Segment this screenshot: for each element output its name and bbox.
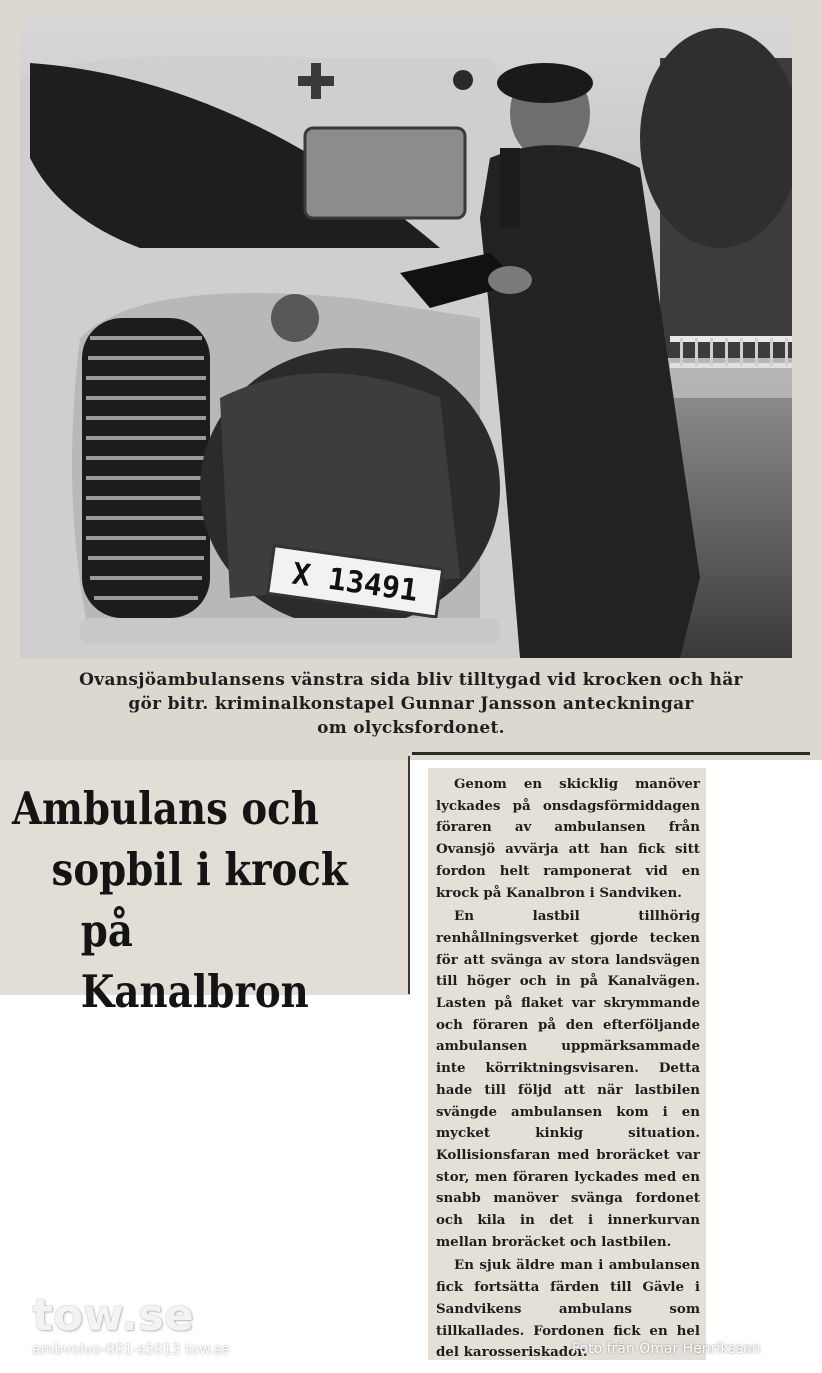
article-headline bbox=[12, 778, 349, 1022]
column-rule bbox=[412, 752, 810, 755]
article-paragraph: En lastbil tillhörig renhållningsverket gjorde tecken för att svänga av stora landsvägen till höger och in på Kanalvägen. Lasten på flaket var skrymmande och föraren på den efterföljande ambulansen uppmärksammade inte körriktningsvisaren. Detta hade till följd att när lastbilen svängde ambulansen kom i en mycket kinkig situation. Kollisionsfaran med broräcket var stor, men föraren lyckades med en snabb manöver svänga fordonet och kila in det i innerkurvan mellan broräcket och lastbilen. bbox=[436, 908, 700, 1250]
ambulance-photo-illustration bbox=[20, 18, 792, 658]
license-plate-text: X 13491 bbox=[289, 556, 421, 609]
photo-credit: Foto från Omar Henriksson bbox=[572, 1341, 761, 1357]
article-body bbox=[436, 774, 700, 1366]
headline-line: Ambulans och bbox=[12, 782, 319, 835]
news-photo bbox=[20, 18, 792, 658]
photo-caption bbox=[20, 668, 802, 740]
headline-line: sopbil i krock bbox=[51, 843, 348, 896]
image-id-label: ambvolvo-001-s5013 tow.se bbox=[32, 1342, 230, 1358]
column-divider bbox=[408, 756, 410, 994]
caption-line: Ovansjöambulansens vänstra sida bliv tilltygad vid krocken och här bbox=[79, 670, 743, 690]
article-paragraph: En sjuk äldre man i ambulansen fick fortsätta färden till Gävle i Sandvikens ambulans som tillkallades. Fordonen fick en hel del karosseriskador. bbox=[436, 1257, 700, 1361]
caption-line: gör bitr. kriminalkonstapel Gunnar Jansson anteckningar bbox=[128, 694, 694, 714]
headline-line: på Kanalbron bbox=[80, 904, 309, 1018]
article-paragraph: Genom en skicklig manöver lyckades på onsdagsförmiddagen föraren av ambulansen från Ovansjö avvärja att han fick sitt fordon helt ramponerat vid en krock på Kanalbron i Sandviken. bbox=[436, 776, 700, 901]
site-watermark: tow.se bbox=[32, 1290, 194, 1341]
caption-line: om olycksfordonet. bbox=[317, 718, 505, 738]
